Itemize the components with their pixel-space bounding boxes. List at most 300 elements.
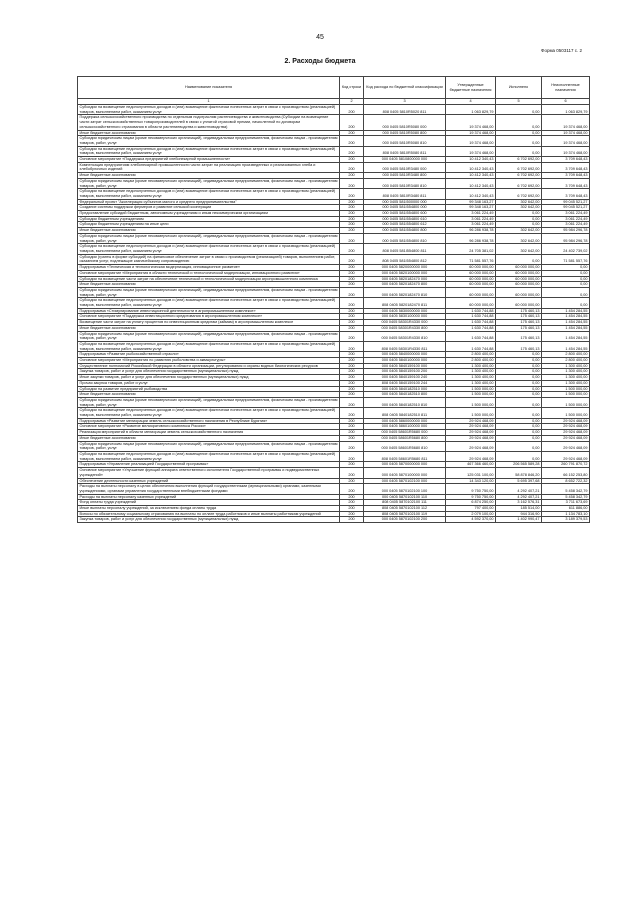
row-classification-code: 000 0405 5840000000 000: [364, 352, 446, 358]
row-executed: 1 402 990,47: [496, 517, 542, 523]
row-unexecuted: 3 709 648,43: [542, 157, 590, 163]
row-approved: 2 800 400,00: [446, 352, 496, 358]
column-number: 4: [446, 99, 496, 105]
row-unexecuted: 99 045 521,27: [542, 205, 590, 211]
row-line-code: 200: [340, 146, 364, 156]
row-name: Иные бюджетные ассигнования: [78, 435, 340, 441]
row-approved: 60 000 000,00: [446, 265, 496, 271]
row-unexecuted: 1 500 000,00: [542, 392, 590, 398]
row-name: Субсидии бюджетным учреждениям: [78, 216, 340, 222]
row-unexecuted: 260 791 870,72: [542, 462, 590, 468]
row-approved: 29 924 468,09: [446, 418, 496, 424]
row-unexecuted: 19 374 468,00: [542, 136, 590, 146]
row-unexecuted: 29 924 468,09: [542, 424, 590, 430]
row-name: Подпрограмма «Управление реализацией Государственной программы»: [78, 462, 340, 468]
row-line-code: 200: [340, 308, 364, 314]
row-approved: 3 061 224,49: [446, 211, 496, 217]
row-line-code: 200: [340, 173, 364, 179]
row-unexecuted: 0,00: [542, 276, 590, 282]
row-approved: 10 412 340,43: [446, 157, 496, 163]
row-classification-code: 000 0405 5840182510 800: [364, 392, 446, 398]
table-row: [78, 408, 590, 418]
row-classification-code: 808 0405 5840159100 244: [364, 380, 446, 386]
row-approved: 1 063 829,79: [446, 105, 496, 115]
row-unexecuted: 1 454 284,55: [542, 314, 590, 320]
row-line-code: 200: [340, 115, 364, 130]
table-row: [78, 146, 590, 156]
row-name: Закупка товаров, работ и услуг для обеспечения государственных (муниципальных) нужд: [78, 517, 340, 523]
table-row: [78, 441, 590, 451]
row-unexecuted: 1 300 400,00: [542, 363, 590, 369]
row-approved: 6 874 250,00: [446, 500, 496, 506]
row-classification-code: 000 0405 58301R4330 810: [364, 331, 446, 341]
row-executed: 0,00: [496, 424, 542, 430]
row-approved: 19 374 468,00: [446, 130, 496, 136]
row-approved: 4 592 370,00: [446, 517, 496, 523]
table-row: [78, 517, 590, 523]
row-approved: 467 366 460,00: [446, 462, 496, 468]
row-name: Основное мероприятие «Развитие мелиоративного комплекса России»: [78, 424, 340, 430]
row-executed: 0,00: [496, 130, 542, 136]
table-row: [78, 484, 590, 494]
row-classification-code: 000 0405 5870102100 110: [364, 494, 446, 500]
row-name: Иные выплаты персоналу учреждений, за исключением фонда оплаты труда: [78, 506, 340, 512]
row-unexecuted: 1 500 000,00: [542, 386, 590, 392]
row-executed: 302 642,00: [496, 199, 542, 205]
row-name: Возмещение части затрат на уплату процентов по инвестиционным кредитам (займам) в агропромышленном комплексе: [78, 320, 340, 326]
row-executed: 302 642,00: [496, 228, 542, 234]
row-approved: 29 924 468,09: [446, 441, 496, 451]
row-executed: 302 642,00: [496, 244, 542, 254]
table-row: [78, 178, 590, 188]
row-approved: 1 500 000,00: [446, 386, 496, 392]
row-approved: 1 630 744,88: [446, 325, 496, 331]
table-row: [78, 298, 590, 308]
row-classification-code: 000 0405 581I554800 600: [364, 211, 446, 217]
row-classification-code: 000 0405 581I554800 612: [364, 222, 446, 228]
table-row: [78, 136, 590, 146]
row-line-code: 200: [340, 462, 364, 468]
row-approved: 9 750 750,00: [446, 494, 496, 500]
row-name: Основное мероприятие «Мероприятия по развитию рыболовства и аквакультуры»: [78, 358, 340, 364]
row-approved: 2 800 400,00: [446, 358, 496, 364]
row-executed: 175 460,13: [496, 320, 542, 326]
row-approved: 96 286 938,78: [446, 233, 496, 243]
row-name: Субсидии на возмещение недополученных доходов и (или) возмещение фактически понесенных затрат в связи с производством (реализацией) товаров, выполнением работ, оказанием услуг: [78, 341, 340, 351]
row-classification-code: 808 0405 5870102100 111: [364, 500, 446, 506]
row-name: Федеральный проект "Акселерация субъектов малого и среднего предпринимательства": [78, 199, 340, 205]
row-classification-code: 808 0405 5820182470 811: [364, 298, 446, 308]
row-name: Иные бюджетные ассигнования: [78, 325, 340, 331]
row-approved: 96 286 938,78: [446, 228, 496, 234]
row-unexecuted: 1 454 284,55: [542, 308, 590, 314]
row-name: Реализация мероприятий в области мелиорации земель сельскохозяйственного назначения: [78, 430, 340, 436]
row-line-code: 200: [340, 352, 364, 358]
row-approved: 1 500 000,00: [446, 397, 496, 407]
row-executed: 175 460,13: [496, 341, 542, 351]
row-line-code: 200: [340, 511, 364, 517]
row-executed: 58 878 846,20: [496, 468, 542, 478]
row-classification-code: 000 0405 5820182470 810: [364, 287, 446, 297]
row-executed: 0,00: [496, 435, 542, 441]
row-executed: 0,00: [496, 408, 542, 418]
row-approved: 10 412 340,43: [446, 178, 496, 188]
row-classification-code: 000 0405 5870000000 000: [364, 462, 446, 468]
row-classification-code: 000 0405 5810R5080 810: [364, 136, 446, 146]
row-executed: 302 642,00: [496, 233, 542, 243]
row-name: Иные бюджетные ассигнования: [78, 392, 340, 398]
row-classification-code: 000 0405 581I554800 810: [364, 233, 446, 243]
table-row: [78, 341, 590, 351]
row-executed: 60 000 000,00: [496, 282, 542, 288]
row-classification-code: 000 0405 5830100000 000: [364, 314, 446, 320]
row-classification-code: 000 0405 5870100000 000: [364, 468, 446, 478]
row-name: Субсидии юридическим лицам (кроме некоммерческих организаций), индивидуальным предпринимателям, физическим лицам - производителям товаров, работ, услуг: [79, 178, 338, 188]
column-number: 6: [542, 99, 590, 105]
row-executed: 0,00: [496, 452, 542, 462]
row-classification-code: 000 0405 58601R5680 810: [364, 441, 446, 451]
row-classification-code: 000 0405 5820000000 000: [364, 265, 446, 271]
row-approved: 19 374 468,00: [446, 136, 496, 146]
row-executed: 0,00: [496, 392, 542, 398]
row-unexecuted: 95 984 296,78: [542, 233, 590, 243]
row-unexecuted: 3 061 224,49: [542, 222, 590, 228]
row-unexecuted: 3 061 224,49: [542, 211, 590, 217]
row-approved: 1 630 744,88: [446, 314, 496, 320]
row-unexecuted: 24 402 739,02: [542, 244, 590, 254]
row-line-code: 200: [340, 298, 364, 308]
row-unexecuted: 29 924 468,09: [542, 435, 590, 441]
row-unexecuted: 3 189 379,53: [542, 517, 590, 523]
table-row: [78, 233, 590, 243]
row-executed: 0,00: [496, 222, 542, 228]
row-line-code: 200: [340, 130, 364, 136]
row-line-code: 200: [340, 441, 364, 451]
row-line-code: 200: [340, 517, 364, 523]
row-approved: 1 300 400,00: [446, 369, 496, 375]
row-unexecuted: 611 886,00: [542, 506, 590, 512]
row-unexecuted: 1 300 400,00: [542, 380, 590, 386]
row-line-code: 200: [340, 484, 364, 494]
column-header-line-code: Код строки: [340, 77, 364, 99]
row-approved: 3 061 224,49: [446, 216, 496, 222]
row-classification-code: 000 0405 5810800000 000: [364, 157, 446, 163]
row-executed: 0,00: [496, 386, 542, 392]
row-classification-code: 000 0405 5830000000 000: [364, 308, 446, 314]
row-approved: 19 374 468,00: [446, 146, 496, 156]
row-unexecuted: 3 061 224,49: [542, 216, 590, 222]
row-classification-code: 808 0405 5840182510 811: [364, 408, 446, 418]
row-approved: 1 500 000,00: [446, 392, 496, 398]
row-line-code: 200: [340, 397, 364, 407]
row-line-code: 200: [340, 287, 364, 297]
row-approved: 60 000 000,00: [446, 276, 496, 282]
row-approved: 10 412 340,43: [446, 162, 496, 172]
row-name: Субсидии на развитие предприятий рыбоводства: [78, 386, 340, 392]
table-row: [78, 189, 590, 199]
column-header-classification-code: Код расхода по бюджетной классификации: [364, 77, 446, 99]
row-line-code: 200: [340, 265, 364, 271]
column-header-name: Наименование показателя: [78, 77, 340, 99]
row-classification-code: 000 0405 5870102100 100: [364, 484, 446, 494]
row-executed: 0,00: [496, 254, 542, 264]
row-line-code: 200: [340, 136, 364, 146]
row-unexecuted: 3 709 648,43: [542, 173, 590, 179]
row-line-code: 200: [340, 211, 364, 217]
column-header-approved: Утвержденные бюджетные назначения: [446, 77, 496, 99]
column-header-unexecuted: Неисполненные назначения: [542, 77, 590, 99]
row-approved: 797 400,00: [446, 506, 496, 512]
row-unexecuted: 29 924 468,09: [542, 452, 590, 462]
row-approved: 1 630 744,88: [446, 331, 496, 341]
row-name: Иные закупки товаров, работ и услуг для обеспечения государственных (муниципальных) нужд: [78, 375, 340, 381]
row-line-code: 200: [340, 418, 364, 424]
row-approved: 9 750 750,00: [446, 484, 496, 494]
row-classification-code: 808 0405 5870102100 119: [364, 511, 446, 517]
row-classification-code: 000 0405 581I554800 000: [364, 205, 446, 211]
row-unexecuted: 1 454 284,55: [542, 325, 590, 331]
row-classification-code: 000 0405 5840100000 000: [364, 358, 446, 364]
row-approved: 29 924 468,09: [446, 452, 496, 462]
row-unexecuted: 19 374 468,00: [542, 130, 590, 136]
row-name: Подпрограмма «Стимулирование инвестиционной деятельности в агропромышленном комплексе»: [78, 308, 340, 314]
row-name: Иные бюджетные ассигнования: [78, 173, 340, 179]
row-classification-code: 808 0405 581I554800 812: [364, 254, 446, 264]
row-name: Иные бюджетные ассигнования: [78, 130, 340, 136]
table-body: [78, 105, 590, 523]
row-executed: 0,00: [496, 136, 542, 146]
row-line-code: 200: [340, 435, 364, 441]
row-unexecuted: 29 924 468,09: [542, 418, 590, 424]
row-line-code: 200: [340, 178, 364, 188]
row-approved: 24 705 381,02: [446, 244, 496, 254]
row-classification-code: 000 0405 5810R3480 810: [364, 178, 446, 188]
row-executed: 60 000 000,00: [496, 287, 542, 297]
row-name: Основное мероприятие «Улучшение функций аппарата ответственного исполнителя Государственной программы и подведомственных учреждений»: [78, 468, 340, 478]
row-unexecuted: 0,00: [542, 298, 590, 308]
row-unexecuted: 0,00: [542, 265, 590, 271]
row-unexecuted: 0,00: [542, 282, 590, 288]
row-line-code: 200: [340, 478, 364, 484]
row-line-code: 200: [340, 341, 364, 351]
row-approved: 10 412 340,43: [446, 173, 496, 179]
row-classification-code: 000 0405 581I500000 000: [364, 199, 446, 205]
row-executed: 6 702 692,00: [496, 157, 542, 163]
row-line-code: 200: [340, 506, 364, 512]
row-line-code: 200: [340, 314, 364, 320]
row-line-code: 200: [340, 392, 364, 398]
row-name: Субсидии на возмещение части затрат на обеспечение технической и технологической модернизации агропромышленного комплекса: [78, 276, 340, 282]
row-unexecuted: 66 152 253,80: [542, 468, 590, 478]
row-unexecuted: 1 300 400,00: [542, 369, 590, 375]
row-line-code: 200: [340, 363, 364, 369]
row-executed: 175 460,13: [496, 308, 542, 314]
row-executed: 3 162 576,31: [496, 500, 542, 506]
row-line-code: 200: [340, 380, 364, 386]
row-line-code: 200: [340, 386, 364, 392]
row-classification-code: 000 0405 581I554800 610: [364, 216, 446, 222]
row-name: Субсидии юридическим лицам (кроме некоммерческих организаций), индивидуальным предпринимателям, физическим лицам - производителям товаров, работ, услуг: [79, 441, 338, 451]
row-executed: 175 460,13: [496, 331, 542, 341]
row-classification-code: 000 0405 58301R4330 800: [364, 325, 446, 331]
table-row: [78, 162, 590, 172]
row-approved: 99 348 163,27: [446, 205, 496, 211]
row-approved: 71 581 557,76: [446, 254, 496, 264]
row-line-code: 200: [340, 199, 364, 205]
row-name: Основное мероприятие «Поддержка предприятий хлебопекарной промышленности»: [78, 157, 340, 163]
row-approved: 60 000 000,00: [446, 287, 496, 297]
row-unexecuted: 5 458 342,79: [542, 494, 590, 500]
row-executed: 4 292 407,21: [496, 494, 542, 500]
row-name: Обеспечение деятельности казенных учреждений: [78, 478, 340, 484]
table-row: [78, 397, 590, 407]
row-classification-code: 000 0405 5810R5080 800: [364, 130, 446, 136]
row-approved: 29 924 468,09: [446, 435, 496, 441]
row-approved: 60 000 000,00: [446, 282, 496, 288]
row-line-code: 200: [340, 430, 364, 436]
row-name: Иные бюджетные ассигнования: [78, 228, 340, 234]
page-title: 2. Расходы бюджета: [284, 58, 356, 65]
row-name: Подпрограмма «Техническая и технологическая модернизация, инновационное развитие»: [78, 265, 340, 271]
row-name: Субсидии на возмещение недополученных доходов и (или) возмещение фактически понесенных затрат в связи с производством (реализацией) товаров, выполнением работ, оказанием услуг: [78, 189, 340, 199]
row-line-code: 200: [340, 228, 364, 234]
row-name: Субсидии юридическим лицам (кроме некоммерческих организаций), индивидуальным предпринимателям, физическим лицам - производителям товаров, работ, услуг: [79, 331, 338, 341]
row-unexecuted: 29 924 468,09: [542, 430, 590, 436]
row-name: Субсидии (гранты в форме субсидий) на финансовое обеспечение затрат в связи с производством (реализацией) товаров, выполнением работ, оказанием услуг, подлежащие казначейскому сопровождению: [78, 254, 340, 264]
table-row: [78, 287, 590, 297]
row-classification-code: 000 0405 5840182510 000: [364, 386, 446, 392]
row-line-code: 200: [340, 375, 364, 381]
row-name: Поддержка сельскохозяйственного производства по отдельным подотраслям растениеводства и животноводства (Субсидии на возмещение части затрат сельскохозяйственных товаропроизводителей в связи с уплатой страховой премии, начисленной по договорам сельскохозяйственного страхования в области растениеводства и животноводства): [78, 115, 340, 130]
row-line-code: 200: [340, 331, 364, 341]
row-unexecuted: 3 709 648,43: [542, 162, 590, 172]
row-executed: 0,00: [496, 358, 542, 364]
row-unexecuted: 3 709 648,43: [542, 178, 590, 188]
row-executed: 0,00: [496, 363, 542, 369]
row-approved: 29 924 468,09: [446, 430, 496, 436]
row-executed: 175 460,13: [496, 325, 542, 331]
row-classification-code: 808 0405 58601R5680 811: [364, 452, 446, 462]
row-line-code: 200: [340, 408, 364, 418]
row-approved: 1 630 744,88: [446, 320, 496, 326]
row-unexecuted: 2 800 400,00: [542, 352, 590, 358]
row-unexecuted: 19 374 468,00: [542, 146, 590, 156]
row-approved: 2 079 100,00: [446, 511, 496, 517]
row-classification-code: 000 0405 5840182510 810: [364, 397, 446, 407]
row-name: Закупка товаров, работ и услуг для обеспечения государственных (муниципальных) нужд: [78, 369, 340, 375]
row-executed: 0,00: [496, 430, 542, 436]
row-executed: 302 642,00: [496, 205, 542, 211]
row-executed: 6 702 692,00: [496, 173, 542, 179]
row-classification-code: 000 0405 581I554800 800: [364, 228, 446, 234]
row-line-code: 200: [340, 244, 364, 254]
column-number: 5: [496, 99, 542, 105]
row-unexecuted: 1 500 000,00: [542, 397, 590, 407]
expenses-table: [77, 76, 590, 523]
row-unexecuted: 5 458 342,79: [542, 484, 590, 494]
row-line-code: 200: [340, 270, 364, 276]
row-line-code: 200: [340, 105, 364, 115]
row-approved: 29 924 468,09: [446, 424, 496, 430]
row-executed: 5 695 397,68: [496, 478, 542, 484]
row-executed: 0,00: [496, 146, 542, 156]
row-classification-code: 000 0405 5860000000 000: [364, 418, 446, 424]
row-approved: 1 300 400,00: [446, 380, 496, 386]
row-unexecuted: 1 063 829,79: [542, 105, 590, 115]
row-line-code: 200: [340, 500, 364, 506]
row-name: Субсидии на возмещение недополученных доходов и (или) возмещение фактически понесенных затрат в связи с производством (реализацией) товаров, выполнением работ, оказанием услуг: [78, 244, 340, 254]
table-row: [78, 105, 590, 115]
row-executed: 0,00: [496, 115, 542, 130]
row-unexecuted: 71 581 557,76: [542, 254, 590, 264]
row-executed: 6 702 692,00: [496, 178, 542, 188]
row-line-code: 200: [340, 189, 364, 199]
row-name: Субсидии юридическим лицам (кроме некоммерческих организаций), индивидуальным предпринимателям, физическим лицам - производителям товаров, работ, услуг: [79, 287, 338, 297]
row-classification-code: 000 0405 5820182470 000: [364, 276, 446, 282]
row-unexecuted: 1 300 400,00: [542, 375, 590, 381]
table-row: [78, 452, 590, 462]
row-name: Субсидии бюджетным учреждениям на иные цели: [78, 222, 340, 228]
row-line-code: 200: [340, 320, 364, 326]
row-name: Субсидии на возмещение недополученных доходов и (или) возмещение фактически понесенных затрат в связи с производством (реализацией) товаров, выполнением работ, оказанием услуг: [78, 146, 340, 156]
row-line-code: 200: [340, 205, 364, 211]
row-unexecuted: 3 711 673,69: [542, 500, 590, 506]
row-classification-code: 808 0405 5810R5080 811: [364, 146, 446, 156]
row-approved: 60 000 000,00: [446, 270, 496, 276]
row-approved: 3 061 224,49: [446, 222, 496, 228]
row-executed: 0,00: [496, 369, 542, 375]
column-number: 1: [78, 99, 340, 105]
row-classification-code: 000 0405 5810R3480 000: [364, 162, 446, 172]
row-line-code: 200: [340, 157, 364, 163]
row-approved: 1 300 400,00: [446, 375, 496, 381]
row-executed: 4 292 407,21: [496, 484, 542, 494]
row-name: Осуществление полномочий Российской Федерации в области организации, регулирования и охраны водных биологических ресурсов: [78, 363, 340, 369]
row-executed: 0,00: [496, 105, 542, 115]
column-number: 2: [340, 99, 364, 105]
row-classification-code: 808 0405 5810R3480 811: [364, 189, 446, 199]
row-classification-code: 808 0405 5810R5020 811: [364, 105, 446, 115]
row-executed: 185 514,00: [496, 506, 542, 512]
row-classification-code: 000 0405 5820182470 800: [364, 282, 446, 288]
row-executed: 0,00: [496, 216, 542, 222]
row-executed: 60 000 000,00: [496, 276, 542, 282]
row-name: Создание системы поддержки фермеров и развитие сельской кооперации: [78, 205, 340, 211]
row-name: Субсидии на возмещение недополученных доходов и (или) возмещение фактически понесенных затрат в связи с производством (реализацией) товаров, выполнением работ, оказанием услуг: [78, 452, 340, 462]
row-name: Субсидии на возмещение недополученных доходов и (или) возмещение фактически понесенных затрат в связи с производством (реализацией) товаров, выполнением работ, оказанием услуг: [78, 105, 340, 115]
row-name: Фонд оплаты труда учреждений: [78, 500, 340, 506]
row-name: Расходы на выплаты персоналу казенных учреждений: [78, 494, 340, 500]
row-approved: 19 374 468,00: [446, 115, 496, 130]
row-name: Субсидии юридическим лицам (кроме некоммерческих организаций), индивидуальным предпринимателям, физическим лицам - производителям товаров, работ, услуг: [79, 397, 338, 407]
table-row: [78, 115, 590, 130]
row-classification-code: 000 0405 5840159100 200: [364, 369, 446, 375]
row-unexecuted: 0,00: [542, 270, 590, 276]
row-unexecuted: 8 652 722,32: [542, 478, 590, 484]
row-name: Расходы на выплаты персоналу в целях обеспечения выполнения функций государственными (муниципальными) органами, казенными учреждениями, органами управления государственными внебюджетными фондами: [78, 484, 340, 494]
row-unexecuted: 1 454 284,55: [542, 320, 590, 326]
page-number: 45: [316, 34, 324, 41]
row-line-code: 200: [340, 233, 364, 243]
row-executed: 60 000 000,00: [496, 270, 542, 276]
table-header-row: [78, 77, 590, 99]
row-line-code: 200: [340, 282, 364, 288]
row-executed: 6 702 692,00: [496, 162, 542, 172]
row-line-code: 200: [340, 254, 364, 264]
row-executed: 0,00: [496, 352, 542, 358]
row-name: Иные бюджетные ассигнования: [78, 282, 340, 288]
row-approved: 1 630 744,88: [446, 308, 496, 314]
